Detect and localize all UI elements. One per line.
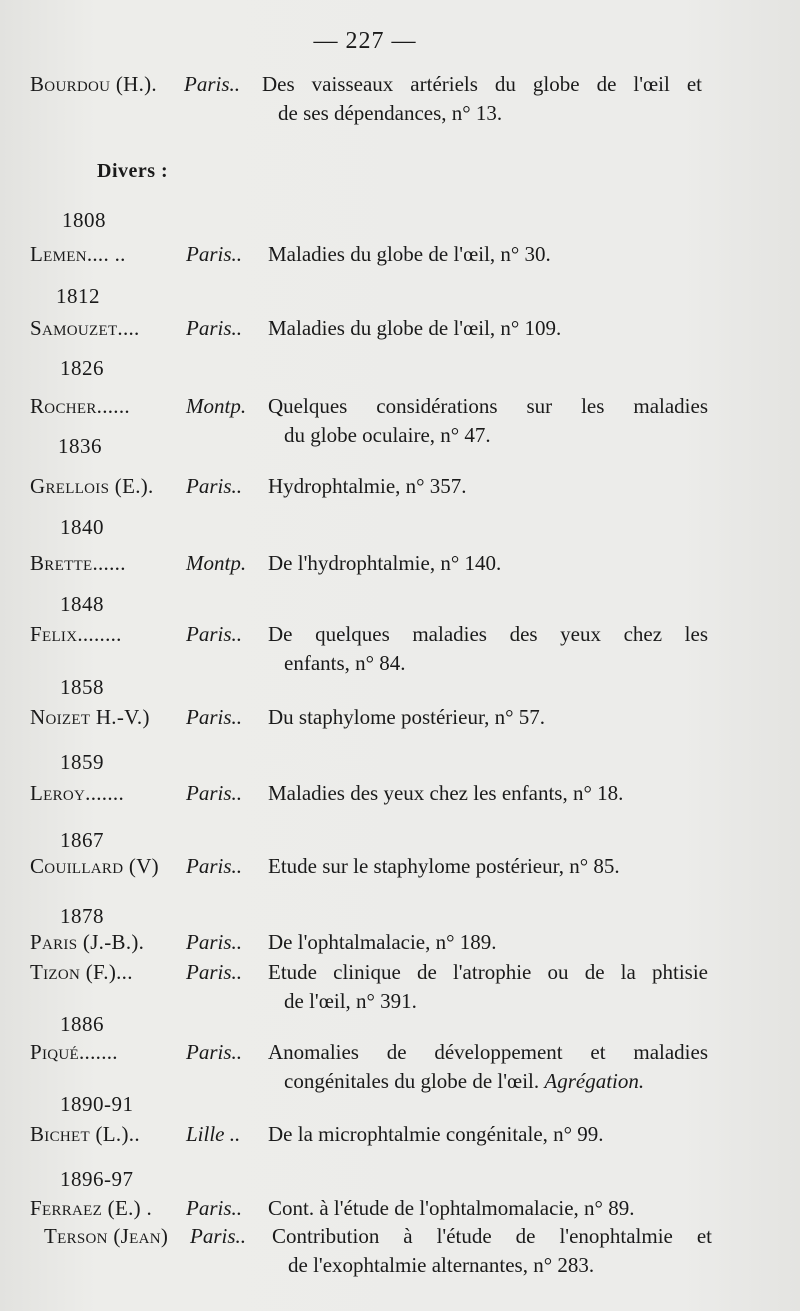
year-label: 1878: [60, 904, 104, 928]
entry-place: Lille ..: [186, 1122, 241, 1146]
entry-author: Couillard (V): [30, 854, 159, 878]
entry-description-line-1: Etude sur le staphylome postérieur, n° 85.: [268, 854, 620, 878]
year-label: 1848: [60, 592, 104, 616]
entry-description-line-1: Des vaisseaux artériels du globe de l'œil et: [262, 72, 702, 96]
year-label: 1826: [60, 356, 104, 380]
entry-description-line-1: Maladies du globe de l'œil, n° 109.: [268, 316, 562, 340]
entry-description: [268, 240, 708, 269]
entry-description-line-1: Hydrophtalmie, n° 357.: [268, 474, 467, 498]
entry-description-line-1: De la microphtalmie congénitale, n° 99.: [268, 1122, 604, 1146]
entry-description-line-1: Etude clinique de l'atrophie ou de la phtisie: [268, 960, 708, 984]
entry-description-line-1: Maladies du globe de l'œil, n° 30.: [268, 242, 551, 266]
entry-description: [268, 472, 708, 501]
entry-author: Samouzet....: [30, 316, 140, 340]
year-label: 1886: [60, 1012, 104, 1036]
entry-author: Brette......: [30, 551, 126, 575]
year-label: 1858: [60, 675, 104, 699]
entry-description: [268, 392, 708, 450]
entry-description-line-1: De l'hydrophtalmie, n° 140.: [268, 551, 502, 575]
entry-author: Bichet (L.)..: [30, 1122, 140, 1146]
entry-description-line-1: De quelques maladies des yeux chez les: [268, 622, 708, 646]
entry-description: [268, 620, 708, 678]
year-label: 1840: [60, 515, 104, 539]
entry-description-line-1: Contribution à l'étude de l'enophtalmie et: [272, 1224, 712, 1248]
entry-description: [268, 1120, 708, 1149]
entry-place: Paris..: [186, 1040, 243, 1064]
entry-place: Paris..: [186, 622, 243, 646]
year-label: 1896-97: [60, 1167, 134, 1191]
entry-place: Paris..: [186, 930, 243, 954]
page-number: — 227 —: [313, 28, 417, 54]
entry-description-line-1: Du staphylome postérieur, n° 57.: [268, 705, 546, 729]
entry-description-line-1: Maladies des yeux chez les enfants, n° 18.: [268, 781, 624, 805]
entry-description-line-2: de ses dépendances, n° 13.: [278, 101, 503, 125]
entry-description-line-1: Cont. à l'étude de l'ophtalmomalacie, n° 89.: [268, 1196, 635, 1220]
entry-description-line-2: du globe oculaire, n° 47.: [284, 423, 491, 447]
entry-description-line-2: congénitales du globe de l'œil.: [284, 1069, 540, 1093]
year-label: 1836: [58, 434, 102, 458]
entry-description: [268, 779, 708, 808]
entry-description-line-2: de l'œil, n° 391.: [284, 989, 417, 1013]
entry-author: Ferraez (E.) .: [30, 1196, 153, 1220]
entry-author: Grellois (E.).: [30, 474, 154, 498]
entry-author: Noizet H.-V.): [30, 705, 150, 729]
entry-description: [262, 70, 702, 128]
entry-author: Bourdou (H.).: [30, 72, 157, 96]
entry-place: Paris..: [186, 1196, 243, 1220]
entry-description: [268, 314, 708, 343]
entry-author: Paris (J.-B.).: [30, 930, 145, 954]
entry-author: Piqué.......: [30, 1040, 118, 1064]
entry-place: Montp.: [186, 394, 247, 418]
entry-description-line-1: Quelques considérations sur les maladies: [268, 394, 708, 418]
entry-description: [268, 1038, 708, 1096]
section-heading: Divers :: [97, 160, 169, 182]
entry-place: Paris..: [186, 316, 243, 340]
entry-place: Paris..: [186, 781, 243, 805]
year-label: 1890-91: [60, 1092, 134, 1116]
entry-author: Leroy.......: [30, 781, 125, 805]
entry-description-line-1: Anomalies de développement et maladies: [268, 1040, 708, 1064]
entry-author: Rocher......: [30, 394, 130, 418]
year-label: 1808: [62, 208, 106, 232]
entry-author: Terson (Jean): [44, 1224, 169, 1248]
entry-place: Paris..: [184, 72, 241, 96]
entry-description: [268, 1194, 708, 1223]
entry-place: Paris..: [186, 242, 243, 266]
entry-place: Paris..: [186, 474, 243, 498]
year-label: 1812: [56, 284, 100, 308]
year-label: 1859: [60, 750, 104, 774]
entry-author: Felix........: [30, 622, 122, 646]
entry-description: [268, 549, 708, 578]
entry-place: Paris..: [186, 705, 243, 729]
year-label: 1867: [60, 828, 104, 852]
entry-description: [268, 703, 708, 732]
entry-description: [268, 852, 708, 881]
entry-place: Paris..: [186, 854, 243, 878]
entry-author: Lemen.... ..: [30, 242, 126, 266]
entry-description: [272, 1222, 712, 1280]
entry-description: [268, 928, 708, 957]
entry-description-line-1: De l'ophtalmalacie, n° 189.: [268, 930, 497, 954]
entry-place: Montp.: [186, 551, 247, 575]
entry-place: Paris..: [190, 1224, 247, 1248]
entry-description-line-2: enfants, n° 84.: [284, 651, 406, 675]
entry-description: [268, 958, 708, 1016]
entry-description-note: Agrégation.: [544, 1069, 645, 1093]
entry-description-line-2: de l'exophtalmie alternantes, n° 283.: [288, 1253, 595, 1277]
entry-author: Tizon (F.)...: [30, 960, 133, 984]
entry-place: Paris..: [186, 960, 243, 984]
